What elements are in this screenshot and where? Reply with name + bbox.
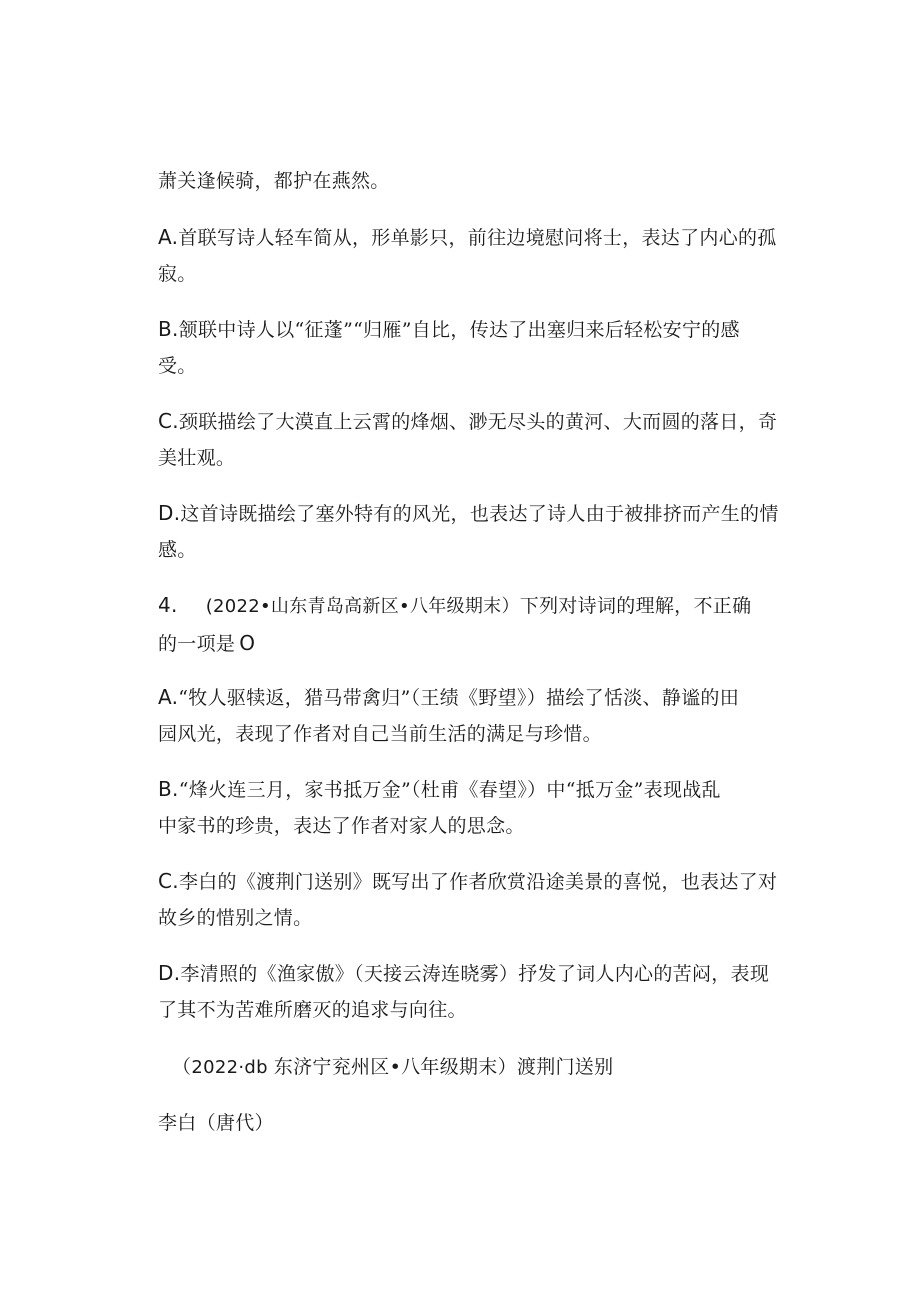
question-source-year: 2022·db	[191, 1057, 268, 1078]
answer-blank: O	[239, 631, 256, 655]
option-letter: B.	[158, 777, 179, 801]
q4-option-c: C.李白的《渡荆门送别》既写出了作者欣赏沿途美景的喜悦，也表达了对 故乡的惜别之情。	[158, 869, 778, 929]
question-number: 4.	[158, 593, 178, 617]
poem-author: 李白（唐代）	[158, 1112, 274, 1134]
q3-option-a: A.首联写诗人轻车简从，形单影只，前往边境慰问将士，表达了内心的孤 寂。	[158, 225, 777, 285]
q3-option-c: C.颈联描绘了大漠直上云霄的烽烟、渺无尽头的黄河、大而圆的落日，奇 美壮观。	[158, 409, 778, 469]
question-source: (2022•山东青岛高新区•八年级期末）	[205, 596, 520, 617]
option-letter: C.	[158, 869, 179, 893]
q4-option-a: A.“牧人驱犊返，猎马带禽归”（王绩《野望》）描绘了恬淡、静谧的田 园风光，表现了作者对自己当前生活的满足与珍惜。	[158, 685, 740, 745]
option-letter: C.	[158, 409, 179, 433]
option-letter: A.	[158, 225, 179, 249]
poem-last-line: 萧关逢候骑，都护在燕然。	[158, 170, 390, 192]
poem-title: 渡荆门送别	[516, 1056, 614, 1078]
q3-option-b: B.颔联中诗人以“征蓬”“归雁”自比，传达了出塞归来后轻松安宁的感 受。	[158, 317, 740, 377]
q4-option-b: B.“烽火连三月，家书抵万金”（杜甫《春望》）中“抵万金”表现战乱 中家书的珍贵，表达了作者对家人的思念。	[158, 777, 721, 837]
q4-stem: 4. (2022•山东青岛高新区•八年级期末）下列对诗词的理解，不正确 的一项是 O	[158, 593, 752, 655]
option-letter: A.	[158, 685, 179, 709]
q3-option-d: D.这首诗既描绘了塞外特有的风光，也表达了诗人由于被排挤而产生的情 感。	[158, 501, 779, 561]
q5-heading: （2022·db 东济宁兖州区•八年级期末）渡荆门送别	[172, 1056, 614, 1078]
q4-option-d: D.李清照的《渔家傲》（天接云涛连晓雾）抒发了词人内心的苦闷，表现 了其不为苦难所磨灭的追求与向往。	[158, 961, 770, 1021]
option-letter: D.	[158, 961, 181, 985]
option-letter: B.	[158, 317, 179, 341]
option-letter: D.	[158, 501, 181, 525]
